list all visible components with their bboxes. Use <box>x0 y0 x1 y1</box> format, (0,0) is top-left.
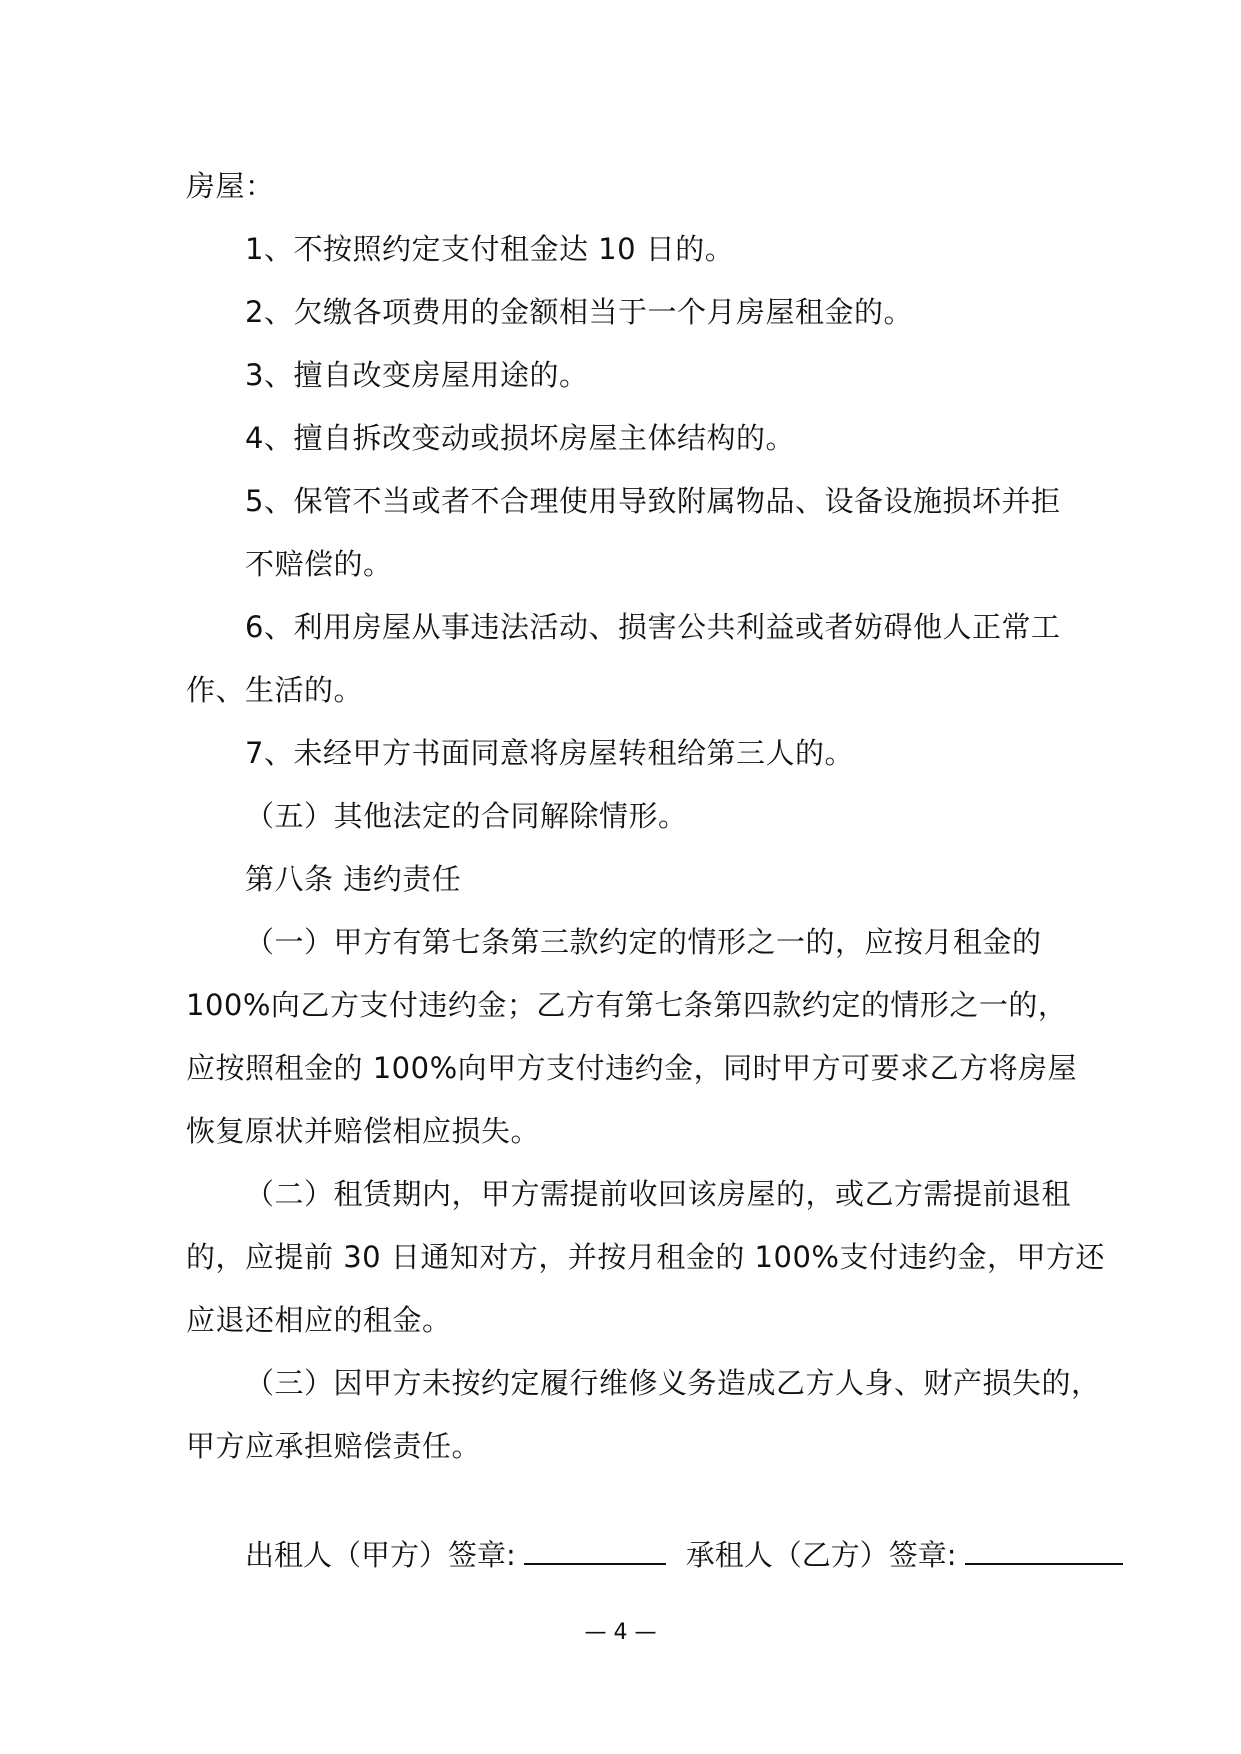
lessor-signature-label: 出租人（甲方）签章: <box>245 1538 516 1572</box>
clause-continuation: 甲方应承担赔偿责任。 <box>186 1429 482 1463</box>
lessee-signature-label: 承租人（乙方）签章: <box>685 1538 957 1572</box>
clause-item: （五）其他法定的合同解除情形。 <box>245 799 688 833</box>
list-item: 1、不按照约定支付租金达 10 日的。 <box>245 232 735 266</box>
list-item-continuation: 不赔偿的。 <box>245 547 393 581</box>
list-item: 2、欠缴各项费用的金额相当于一个月房屋租金的。 <box>245 295 913 329</box>
clause-continuation: 恢复原状并赔偿相应损失。 <box>186 1114 541 1148</box>
list-item: 6、利用房屋从事违法活动、损害公共利益或者妨碍他人正常工 <box>245 610 1061 644</box>
lessor-signature-blank <box>524 1533 666 1565</box>
clause-item: （三）因甲方未按约定履行维修义务造成乙方人身、财产损失的， <box>245 1366 1101 1400</box>
list-item: 4、擅自拆改变动或损坏房屋主体结构的。 <box>245 421 795 455</box>
list-item-continuation: 作、生活的。 <box>186 673 364 707</box>
signature-row <box>245 1533 1123 1575</box>
clause-continuation: 的，应提前 30 日通知对方，并按月租金的 100%支付违约金，甲方还 <box>186 1240 1105 1274</box>
text-line: 房屋： <box>186 169 275 203</box>
clause-item: （一）甲方有第七条第三款约定的情形之一的，应按月租金的 <box>245 925 1042 959</box>
page-number: — 4 — <box>584 1620 657 1645</box>
clause-continuation: 应退还相应的租金。 <box>186 1303 452 1337</box>
clause-continuation: 100%向乙方支付违约金；乙方有第七条第四款约定的情形之一的， <box>186 988 1068 1022</box>
list-item: 7、未经甲方书面同意将房屋转租给第三人的。 <box>245 736 854 770</box>
article-heading: 第八条 违约责任 <box>245 862 462 896</box>
clause-item: （二）租赁期内，甲方需提前收回该房屋的，或乙方需提前退租 <box>245 1177 1072 1211</box>
clause-continuation: 应按照租金的 100%向甲方支付违约金，同时甲方可要求乙方将房屋 <box>186 1051 1078 1085</box>
list-item: 3、擅自改变房屋用途的。 <box>245 358 589 392</box>
list-item: 5、保管不当或者不合理使用导致附属物品、设备设施损坏并拒 <box>245 484 1061 518</box>
lessee-signature-blank <box>965 1533 1123 1565</box>
